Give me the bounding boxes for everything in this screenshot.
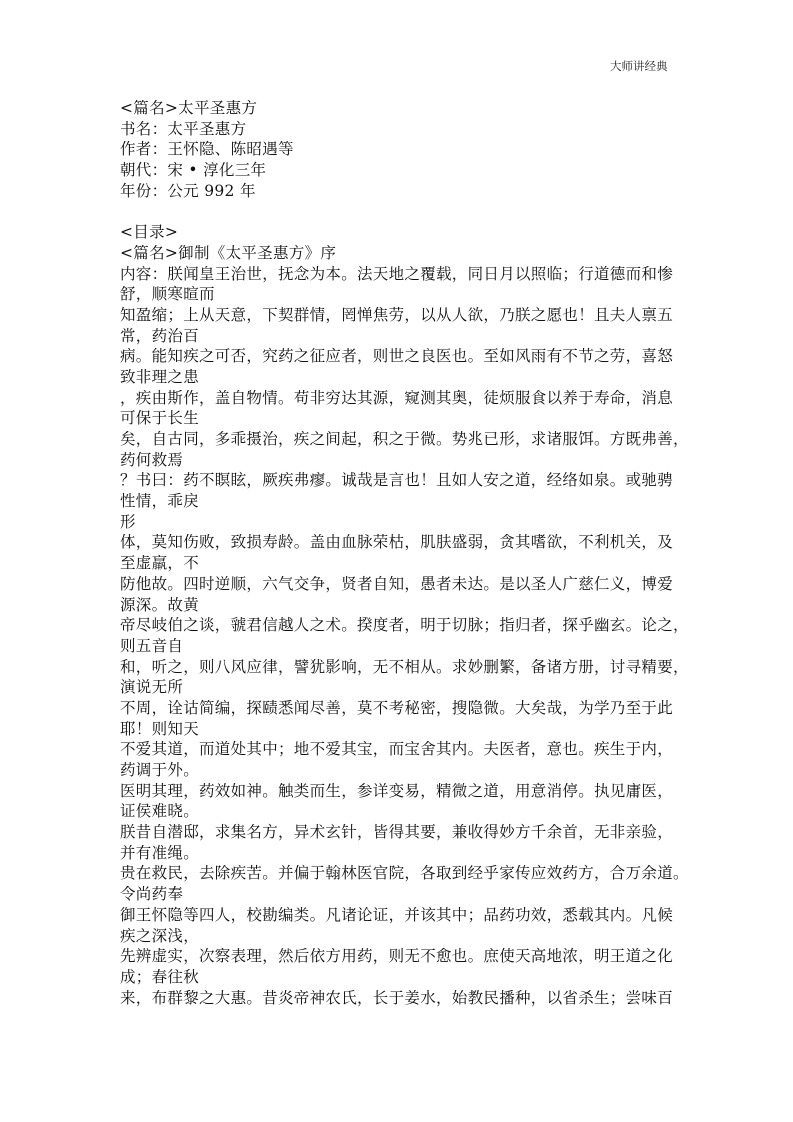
- text-line: ？书曰：药不瞑眩，厥疾弗瘳。诚哉是言也！且如人安之道，经络如泉。或驰骋: [120, 471, 674, 490]
- text-line: 疾之深浅，: [120, 926, 200, 945]
- text-line: 令尚药奉: [120, 885, 184, 904]
- text-line: 医明其理，药效如神。触类而生，参详变易，精微之道，用意消停。执见庸医，: [120, 781, 674, 800]
- text-line: 来，布群黎之大惠。昔炎帝神农氏，长于姜水，始教民播种，以省杀生；尝味百: [120, 988, 674, 1007]
- text-line: 成；春往秋: [120, 967, 200, 986]
- preface-title: <篇名>御制《太平圣惠方》序: [120, 243, 337, 262]
- toc-tag: <目录>: [120, 223, 179, 242]
- author: 作者：王怀隐、陈昭遇等: [120, 140, 294, 159]
- text-line: 则五音自: [120, 636, 184, 655]
- page-header: 大师讲经典: [610, 59, 668, 73]
- text-line: 常，药治百: [120, 326, 200, 345]
- text-line: 先辨虚实，次察表理，然后依方用药，则无不愈也。庶使天高地浓，明王道之化: [120, 947, 674, 966]
- text-line: 演说无所: [120, 678, 184, 697]
- text-line: 知盈缩；上从天意，下契群情，罔惮焦劳，以从人欲，乃朕之愿也！且夫人禀五: [120, 305, 674, 324]
- text-line: 病。能知疾之可否，究药之征应者，则世之良医也。至如风雨有不节之劳，喜怒: [120, 347, 674, 366]
- text-line: 和，听之，则八风应律，譬犹影响，无不相从。求妙删繁，备诸方册，讨寻精要，: [120, 657, 689, 676]
- text-line: 致非理之患: [120, 367, 200, 386]
- text-line: 耶！则知天: [120, 719, 200, 738]
- text-line: ，疾由斯作，盖自物情。苟非穷达其源，窥测其奥，徒烦服食以养于寿命，消息: [120, 388, 674, 407]
- book-name: 书名：太平圣惠方: [120, 119, 247, 138]
- text-line: 朕昔自潜邸，求集名方，异术玄针，皆得其要，兼收得妙方千余首，无非亲验，: [120, 823, 674, 842]
- text-line: 性情，乖戾: [120, 492, 200, 511]
- text-line: 舒，顺寒暄而: [120, 285, 215, 304]
- document-body: [120, 98, 689, 1008]
- text-line: 内容：朕闻皇王治世，抚念为本。法天地之覆载，同日月以照临；行道德而和惨: [120, 264, 674, 283]
- chapter-title: <篇名>太平圣惠方: [120, 99, 258, 117]
- text-line: 防他故。四时逆顺，六气交争，贤者自知，愚者未达。是以圣人广慈仁义，博爱: [120, 574, 674, 593]
- spacer: [120, 201, 680, 222]
- text-line: 贵在救民，去除疾苦。并偏于翰林医官院，各取到经乎家传应效药方，合万余道。: [120, 864, 689, 883]
- text-line: 帝尽岐伯之谈，虢君信越人之术。揆度者，明于切脉；指归者，探乎幽玄。论之，: [120, 616, 689, 635]
- text-line: 药何救焉: [120, 450, 184, 469]
- text-line: 不周，诠诂简编，探赜悉闻尽善，莫不考秘密，搜隐微。大矣哉，为学乃至于此: [120, 698, 674, 717]
- text-line: 御王怀隐等四人，校勘编类。凡诸论证，并该其中；品药功效，悉载其内。凡候: [120, 905, 674, 924]
- text-line: 形: [120, 512, 136, 531]
- text-line: 至虚羸，不: [120, 554, 200, 573]
- text-line: 体，莫知伤败，致损寿龄。盖由血脉荣枯，肌肤盛弱，贪其嗜欲，不利机关，及: [120, 533, 674, 552]
- text-line: 并有准绳。: [120, 843, 200, 862]
- preface-text: [120, 264, 689, 1009]
- text-line: 可保于长生: [120, 409, 200, 428]
- text-line: 源深。故黄: [120, 595, 200, 614]
- text-line: 证侯难晓。: [120, 802, 200, 821]
- year: 年份：公元 992 年: [120, 181, 256, 200]
- text-line: 矣，自古同，多乖摄治，疾之间起，积之于微。势兆已形，求诸服饵。方既弗善，: [120, 430, 689, 448]
- dynasty: 朝代：宋 • 淳化三年: [120, 161, 267, 180]
- text-line: 药调于外。: [120, 761, 200, 779]
- text-line: 不爱其道，而道处其中；地不爱其宝，而宝舍其内。夫医者，意也。疾生于内，: [120, 740, 674, 759]
